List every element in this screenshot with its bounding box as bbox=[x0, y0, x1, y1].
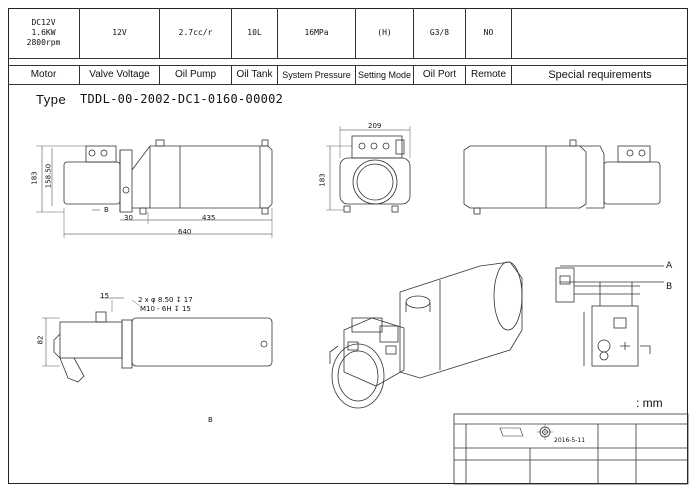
front-height-1-label: 183 bbox=[30, 171, 39, 185]
setting-mode-header: Setting Mode bbox=[356, 65, 414, 84]
unit-label: : mm bbox=[636, 396, 663, 410]
port-a-label: A bbox=[666, 261, 673, 271]
oil-pump-header: Oil Pump bbox=[160, 65, 232, 84]
side-height-label: 183 bbox=[318, 173, 327, 187]
bottom-hole-spec-2: M10 - 6H ↧ 15 bbox=[140, 305, 191, 313]
hydraulic-schematic bbox=[556, 266, 664, 366]
valve-voltage-header: Valve Voltage bbox=[80, 65, 160, 84]
motor-header: Motor bbox=[8, 65, 80, 84]
bottom-offset-label: 15 bbox=[100, 292, 109, 300]
title-block bbox=[454, 414, 688, 484]
valve-voltage-value: 12V bbox=[80, 8, 160, 58]
isometric-view bbox=[330, 262, 522, 408]
oil-port-header: Oil Port bbox=[414, 65, 466, 84]
type-label: Type bbox=[36, 92, 67, 107]
front-b-label: B bbox=[104, 206, 109, 214]
oil-tank-header: Oil Tank bbox=[232, 65, 278, 84]
front-view bbox=[36, 140, 272, 238]
side-view bbox=[326, 126, 410, 212]
front-total-width-label: 640 bbox=[178, 228, 192, 236]
remote-value: NO bbox=[466, 8, 512, 58]
bottom-b-label: B bbox=[208, 416, 213, 424]
front-height-2-label: 158.50 bbox=[44, 163, 53, 189]
type-code: TDDL-00-2002-DC1-0160-00002 bbox=[80, 92, 284, 106]
oil-port-value: G3/8 bbox=[414, 8, 466, 58]
oil-tank-value: 10L bbox=[232, 8, 278, 58]
oil-pump-value: 2.7cc/r bbox=[160, 8, 232, 58]
port-b-label: B bbox=[666, 282, 673, 292]
system-pressure-header: System Pressure bbox=[278, 65, 356, 84]
front-tank-width-label: 435 bbox=[202, 214, 216, 222]
motor-voltage: DC12V bbox=[31, 18, 56, 27]
bottom-height-label: 82 bbox=[36, 335, 45, 345]
rear-view bbox=[464, 140, 660, 214]
title-block-date: 2016-5-11 bbox=[554, 437, 586, 444]
bottom-hole-spec-1: 2 x φ 8.50 ↧ 17 bbox=[138, 296, 193, 304]
side-width-label: 209 bbox=[368, 122, 382, 130]
motor-speed: 2800rpm bbox=[26, 38, 61, 47]
special-requirements-header: Special requirements bbox=[548, 68, 652, 81]
system-pressure-value: 16MPa bbox=[278, 8, 356, 58]
setting-mode-value: (H) bbox=[356, 8, 414, 58]
motor-power: 1.6KW bbox=[31, 28, 56, 37]
remote-header: Remote bbox=[466, 65, 512, 84]
front-motor-width-label: 30 bbox=[124, 214, 133, 222]
